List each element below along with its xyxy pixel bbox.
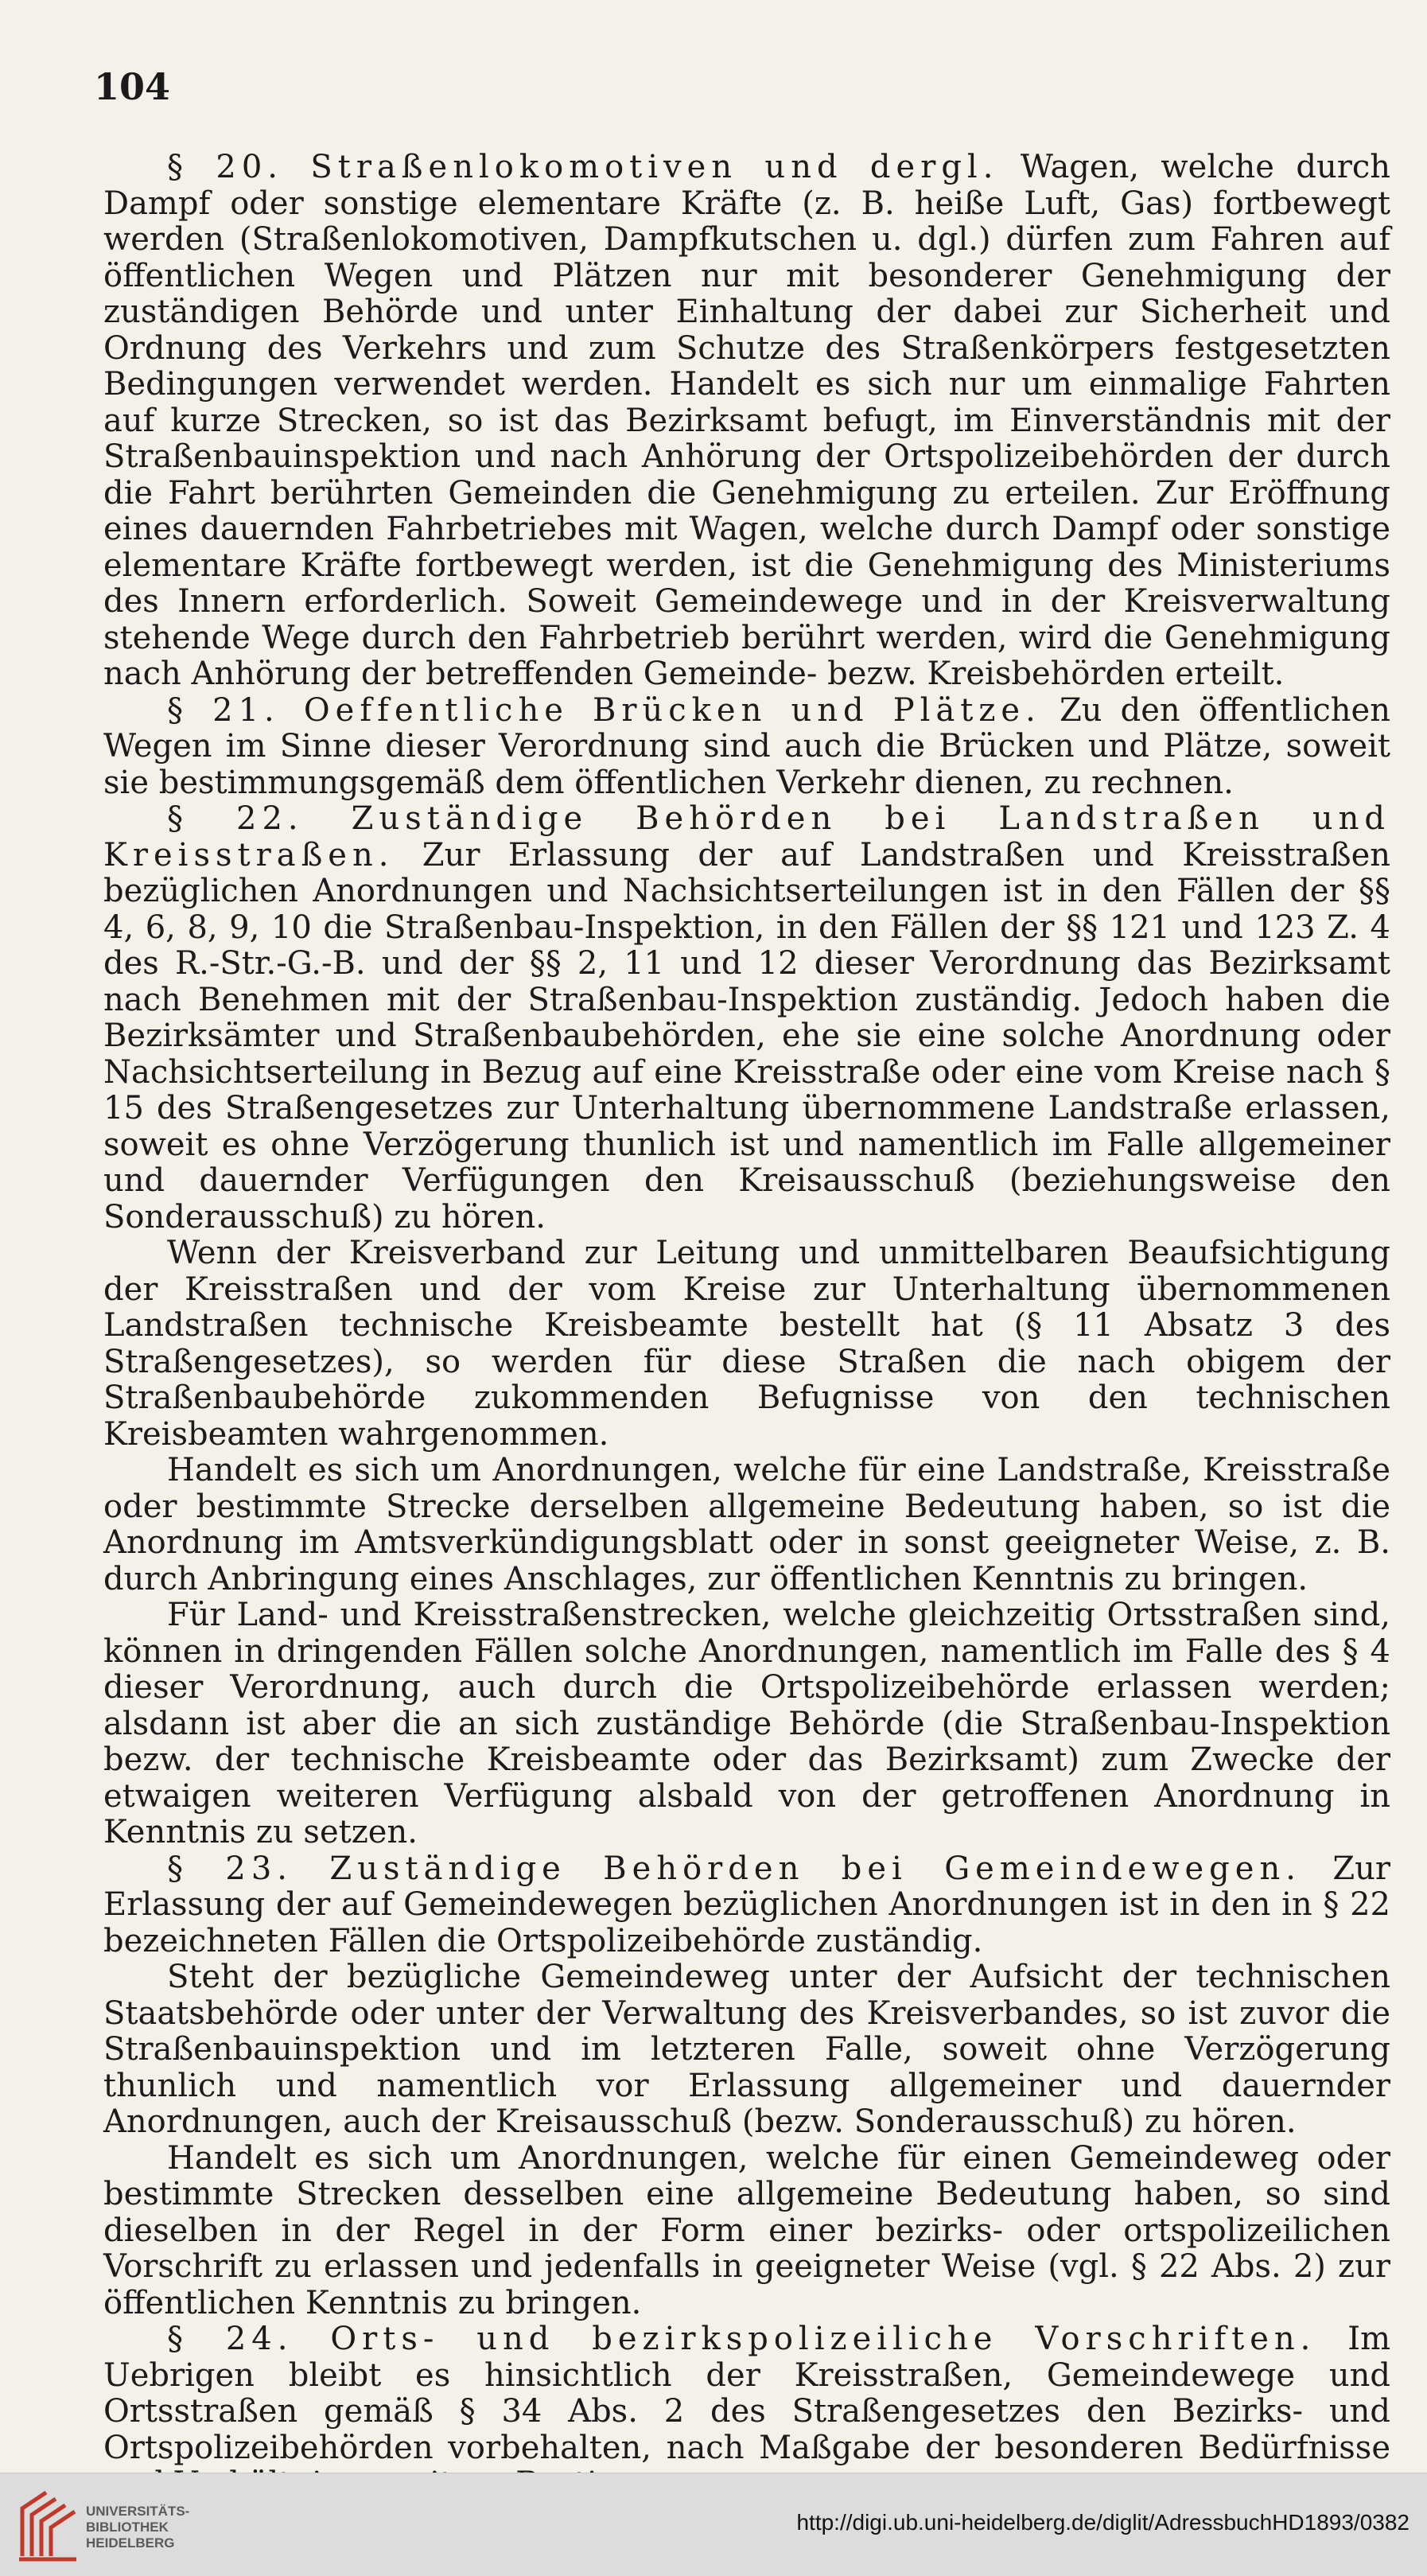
paragraph-23-abs3 (103, 2141, 1390, 2322)
paragraph-23 (103, 1851, 1390, 1960)
paragraph-text: Zu den öffentlichen Wegen im Sinne dieser Verordnung sind auch die Brücken und Plätze, soweit sie bestimmungsgemäß dem öffentlichen Verkehr dienen, zu rechnen. (103, 691, 1390, 801)
library-name-line: UNIVERSITÄTS- (86, 2504, 190, 2519)
paragraph-text: Handelt es sich um Anordnungen, welche für einen Gemeindeweg oder bestimmte Strecken desselben eine allgemeine Bedeutung haben, so sind dieselben in der Regel in der Form einer bezirks- oder ortspolizeilichen Vorschrift zu erlassen und jedenfalls in geeigneter Weise (vgl. § 22 Abs. 2) zur öffentlichen Kenntnis zu bringen. (103, 2139, 1390, 2321)
paragraph-text: Zur Erlassung der auf Gemeindewegen bezüglichen Anordnungen ist in den in § 22 bezeichneten Fällen die Ortspolizeibehörde zuständig. (103, 1850, 1390, 1959)
body-text (103, 150, 1390, 2503)
paragraph-21 (103, 693, 1390, 802)
viewer-footer (0, 2473, 1427, 2576)
library-name-line: HEIDELBERG (86, 2535, 175, 2551)
university-library-logo (14, 2485, 81, 2564)
paragraph-text: Steht der bezügliche Gemeindeweg unter der Aufsicht der technischen Staatsbehörde oder unter der Verwaltung des Kreisverbandes, so ist zuvor die Straßenbauinspektion und im letzteren Falle, soweit ohne Verzögerung thunlich und namentlich vor Erlassung allgemeiner und dauernder Anordnungen, auch der Kreisausschuß (bezw. Sonderausschuß) zu hören. (103, 1959, 1390, 2140)
page-number: 104 (94, 65, 171, 108)
paragraph-22-abs2 (103, 1235, 1390, 1453)
paragraph-23-abs2 (103, 1959, 1390, 2141)
paragraph-text: Handelt es sich um Anordnungen, welche für eine Landstraße, Kreisstraße oder bestimmte Strecke derselben allgemeine Bedeutung haben, so ist die Anordnung im Amtsverkündigungsblatt oder in sonst geeigneter Weise, z. B. durch Anbringung eines Anschlages, zur öffentlichen Kenntnis zu bringen. (103, 1452, 1390, 1597)
section-heading: § 21. Oeffentliche Brücken und Plätze. (167, 691, 1041, 729)
paragraph-22-abs3 (103, 1453, 1390, 1597)
paragraph-text: Wenn der Kreisverband zur Leitung und unmittelbaren Beaufsichtigung der Kreisstraßen und der vom Kreise zur Unterhaltung übernommenen Landstraßen technische Kreisbeamte bestellt hat (§ 11 Absatz 3 des Straßengesetzes), so werden für diese Straßen die nach obigem der Straßenbaubehörde zukommenden Befugnisse von den technischen Kreisbeamten wahrgenommen. (103, 1235, 1390, 1453)
section-heading: § 22. Zuständige Behörden bei Landstraßen und Kreisstraßen. (103, 800, 1390, 874)
paragraph-text: Zur Erlassung der auf Landstraßen und Kreisstraßen bezüglichen Anordnungen und Nachsichtserteilungen ist in den Fällen der §§ 4, 6, 8, 9, 10 die Straßenbau-Inspektion, in den Fällen der §§ 121 und 123 Z. 4 des R.-Str.-G.-B. und der §§ 2, 11 und 12 dieser Verordnung das Bezirksamt nach Benehmen mit der Straßenbau-Inspektion zuständig. Jedoch haben die Bezirksämter und Straßenbaubehörden, ehe sie eine solche Anordnung oder Nachsichtserteilung in Bezug auf eine Kreisstraße oder eine vom Kreise nach § 15 des Straßengesetzes zur Unterhaltung übernommene Landstraße erlassen, soweit es ohne Verzögerung thunlich ist und namentlich im Falle allgemeiner und dauernder Verfügungen den Kreisausschuß (beziehungsweise den Sonderausschuß) zu hören. (103, 836, 1390, 1235)
paragraph-text: Wagen, welche durch Dampf oder sonstige elementare Kräfte (z. B. heiße Luft, Gas) fortbewegt werden (Straßenlokomotiven, Dampfkutschen u. dgl.) dürfen zum Fahren auf öffentlichen Wegen und Plätzen nur mit besonderer Genehmigung der zuständigen Behörde und unter Einhaltung der dabei zur Sicherheit und Ordnung des Verkehrs und zum Schutze des Straßenkörpers festgesetzten Bedingungen verwendet werden. Handelt es sich nur um einmalige Fahrten auf kurze Strecken, so ist das Bezirksamt befugt, im Einverständnis mit der Straßenbauinspektion und nach Anhörung der Ortspolizeibehörden der durch die Fahrt berührten Gemeinden die Genehmigung zu erteilen. Zur Eröffnung eines dauernden Fahrbetriebes mit Wagen, welche durch Dampf oder sonstige elementare Kräfte fortbewegt werden, ist die Genehmigung des Ministeriums des Innern erforderlich. Soweit Gemeindewege und in der Kreisverwaltung stehende Wege durch den Fahrbetrieb berührt werden, wird die Genehmigung nach Anhörung der betreffenden Gemeinde- bezw. Kreisbehörden erteilt. (103, 149, 1390, 692)
source-url-link[interactable]: http://digi.ub.uni-heidelberg.de/diglit/AdressbuchHD1893/0382 (796, 2510, 1410, 2535)
paragraph-22-abs4 (103, 1597, 1390, 1851)
section-heading: § 24. Orts- und bezirkspolizeiliche Vorschriften. (167, 2321, 1316, 2357)
section-heading: § 20. Straßenlokomotiven und dergl. (167, 149, 999, 185)
paragraph-22 (103, 801, 1390, 1235)
paragraph-text: Für Land- und Kreisstraßenstrecken, welche gleichzeitig Ortsstraßen sind, können in dringenden Fällen solche Anordnungen, namentlich im Falle des § 4 dieser Verordnung, auch durch die Ortspolizeibehörde erlassen werden; alsdann ist aber die an sich zuständige Behörde (die Straßenbau-Inspektion bezw. der technische Kreisbeamte oder das Bezirksamt) zum Zwecke der etwaigen weiteren Verfügung alsbald von der getroffenen Anordnung in Kenntnis zu setzen. (103, 1597, 1390, 1850)
section-heading: § 23. Zuständige Behörden bei Gemeindewegen. (167, 1850, 1301, 1887)
paragraph-text: Im Uebrigen bleibt es hinsichtlich der Kreisstraßen, Gemeindewege und Ortsstraßen gemäß § 34 Abs. 2 des Straßengesetzes den Bezirks- und Ortspolizeibehörden vorbehalten, nach Maßgabe der besonderen Bedürfnisse (103, 2321, 1390, 2466)
paragraph-20 (103, 150, 1390, 693)
library-name (86, 2504, 189, 2551)
logo-mark (19, 2492, 76, 2559)
library-name-line: BIBLIOTHEK (86, 2520, 169, 2535)
